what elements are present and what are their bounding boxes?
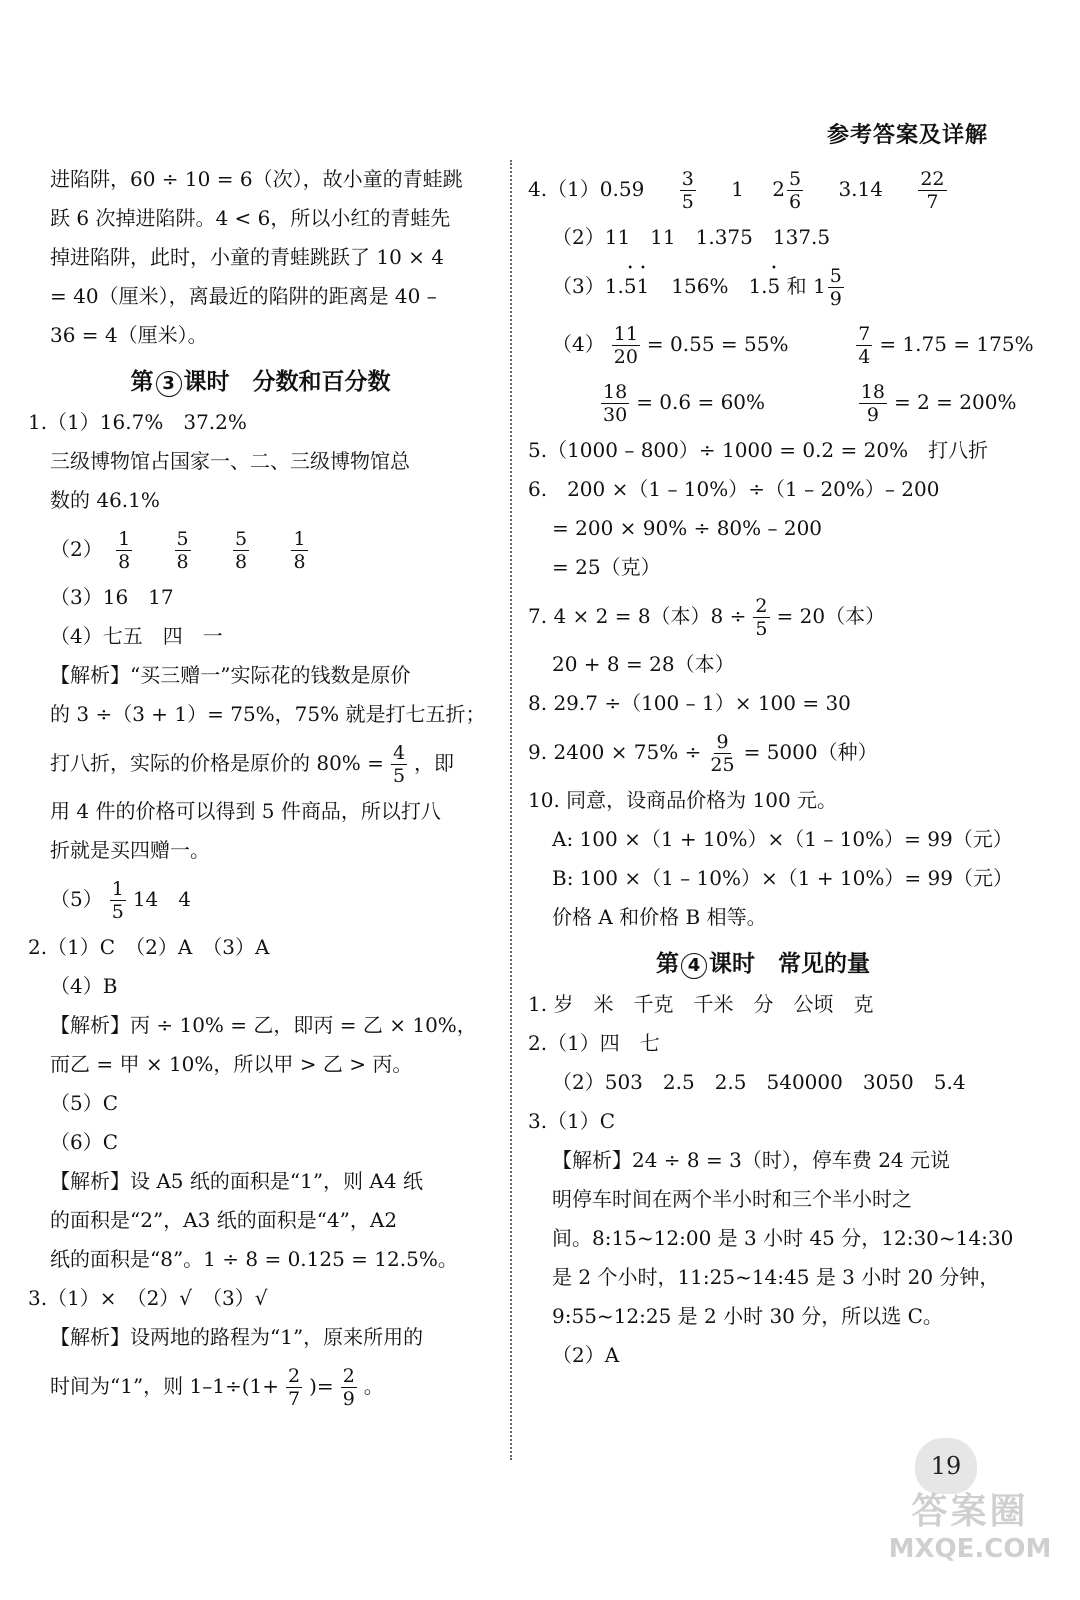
fraction: $\frac{3}{5}$: [681, 168, 694, 213]
answer-line: A: 100 ×（1 + 10%）×（1 – 10%）= 99（元）: [552, 827, 1013, 851]
explanation-line: 明停车时间在两个半小时和三个半小时之: [552, 1187, 912, 1211]
left-column: [28, 160, 493, 1415]
answer-line: 8. 29.7 ÷（100 – 1）× 100 = 30: [528, 691, 851, 715]
answer-line: （2）503 2.5 2.5 540000 3050 5.4: [552, 1070, 966, 1094]
fraction: $\frac{18}{9}$: [860, 381, 885, 426]
answer-line: 20 + 8 = 28（本）: [552, 652, 735, 676]
fraction: $\frac{4}{5}$: [392, 742, 406, 787]
fraction: $\frac{7}{4}$: [858, 323, 871, 368]
explanation-line: 纸的面积是“8”。1 ÷ 8 = 0.125 = 12.5%。: [50, 1247, 458, 1271]
answer-line: 价格 A 和价格 B 相等。: [552, 905, 767, 929]
fraction: $\frac{2}{5}$: [755, 595, 768, 640]
text-line: 进陷阱，60 ÷ 10 = 6（次），故小童的青蛙跳: [50, 167, 463, 191]
explanation-line: 而乙 = 甲 × 10%，所以甲 > 乙 > 丙。: [50, 1052, 413, 1076]
explanation-line: 用 4 件的价格可以得到 5 件商品，所以打八: [50, 799, 441, 823]
item-label: （2）: [50, 537, 103, 561]
answer-line: 2.（1）四 七: [528, 1031, 660, 1055]
answer-line: B: 100 ×（1 – 10%）×（1 + 10%）= 99（元）: [552, 866, 1013, 890]
fraction: $\frac{5}{8}$: [176, 528, 189, 573]
fraction: $\frac{18}{30}$: [603, 381, 628, 426]
explanation-line: 打八折，实际的价格是原价的 80% = $\frac{4}{5}$ ，即: [50, 742, 455, 787]
repeating-digit: • 5: [768, 257, 781, 315]
fraction: $\frac{2}{9}$: [342, 1365, 355, 1410]
repeating-digit: • 5: [624, 257, 637, 315]
answer-line: 9. 2400 × 75% ÷ $\frac{9}{25}$ = 5000（种）: [528, 731, 878, 776]
explanation-line: 的面积是“2”，A3 纸的面积是“4”，A2: [50, 1208, 398, 1232]
explanation-line: 【解析】24 ÷ 8 = 3（时），停车费 24 元说: [552, 1148, 951, 1172]
answer-line: = 200 × 90% ÷ 80% – 200: [552, 516, 823, 540]
explanation-line: 折就是买四赠一。: [50, 838, 210, 862]
answer-line: 2.（1）C （2）A （3）A: [28, 935, 270, 959]
section-title-lesson-3: [28, 363, 493, 397]
section-title-lesson-4: [528, 945, 998, 979]
answer-line: （3）16 17: [50, 585, 174, 609]
answer-line: （4）七五 四 一: [50, 624, 223, 648]
explanation-line: 是 2 个小时，11:25~14:45 是 3 小时 20 分钟，: [552, 1265, 1000, 1289]
explanation-line: 【解析】设两地的路程为“1”，原来所用的: [50, 1325, 424, 1349]
explanation-line: 的 3 ÷（3 + 1）= 75%，75% 就是打七五折；: [50, 702, 486, 726]
answer-line: （4）B: [50, 974, 118, 998]
fraction: $\frac{1}{5}$: [111, 878, 124, 923]
answer-line: 三级博物馆占国家一、二、三级博物馆总: [50, 449, 410, 473]
text-line: 掉进陷阱，此时，小童的青蛙跳跃了 10 × 4: [50, 245, 445, 269]
explanation-line: 9:55~12:25 是 2 小时 30 分，所以选 C。: [552, 1304, 943, 1328]
fraction: $\frac{22}{7}$: [920, 168, 945, 213]
fraction: $\frac{5}{6}$: [788, 168, 802, 213]
answer-line: 3.（1）× （2）√ （3）√: [28, 1286, 268, 1310]
answer-line: （6）C: [50, 1130, 119, 1154]
watermark-logo: 答案圈 MXQE.COM: [888, 1491, 1052, 1564]
answer-line: （5）C: [50, 1091, 119, 1115]
column-divider: [510, 160, 512, 1460]
answer-line: 5.（1000 – 800）÷ 1000 = 0.2 = 20% 打八折: [528, 438, 989, 462]
fraction: $\frac{1}{8}$: [293, 528, 306, 573]
fraction: $\frac{5}{9}$: [829, 265, 842, 310]
answer-line: （5） $\frac{1}{5}$ 14 4: [50, 878, 192, 923]
answer-line: （2）A: [552, 1343, 620, 1367]
answer-line: 6. 200 ×（1 – 10%）÷（1 – 20%）– 200: [528, 477, 940, 501]
fraction: $\frac{1}{8}$: [118, 528, 131, 573]
answer-line-fractions: [28, 520, 493, 578]
answer-line: （2）11 11 1.375 137.5: [552, 225, 831, 249]
answer-line: 7. 4 × 2 = 8（本）8 ÷ $\frac{2}{5}$ = 20（本）: [528, 595, 886, 640]
explanation-line: 【解析】“买三赠一”实际花的钱数是原价: [50, 663, 411, 687]
page-number: 19: [915, 1438, 977, 1494]
answer-line: 10. 同意，设商品价格为 100 元。: [528, 788, 838, 812]
explanation-line: 【解析】设 A5 纸的面积是“1”，则 A4 纸: [50, 1169, 423, 1193]
fraction: $\frac{9}{25}$: [710, 731, 735, 776]
section-prefix: 第: [130, 369, 154, 395]
fraction: $\frac{11}{20}$: [613, 323, 638, 368]
explanation-line: 时间为“1”，则 1–1÷(1+ $\frac{2}{7}$ )= $\frac{2}{9}$ 。: [50, 1365, 384, 1410]
fraction: $\frac{5}{8}$: [235, 528, 248, 573]
lesson-number-badge: 4: [681, 953, 707, 979]
answer-line: = 25（克）: [552, 555, 661, 579]
answer-line: $\frac{18}{30}$ = 0.6 = 60% $\frac{18}{9}$ = 2 = 200%: [603, 381, 1017, 426]
answer-line: 数的 46.1%: [50, 488, 160, 512]
answer-line: 4.（1）0.59 $\frac{3}{5}$ 1 2 $\frac{5}{6}$ 3.14 $\frac{22}{7}$: [528, 168, 945, 213]
section-name: 课时 常见的量: [709, 951, 870, 977]
fraction: $\frac{2}{7}$: [288, 1365, 301, 1410]
section-name: 课时 分数和百分数: [183, 369, 391, 395]
repeating-digit: • 1: [637, 257, 650, 315]
text-line: = 40（厘米），离最近的陷阱的距离是 40 –: [50, 284, 437, 308]
answer-line: 1. 岁 米 千克 千米 分 公顷 克: [528, 992, 874, 1016]
answer-line-repeating: （3）1.• 5• 1 156% 1.• 5 和 1 $\frac{5}{9}$: [528, 257, 998, 315]
text-line: 36 = 4（厘米）。: [50, 323, 208, 347]
explanation-line: 【解析】丙 ÷ 10% = 乙，即丙 = 乙 × 10%，: [50, 1013, 477, 1037]
section-prefix: 第: [656, 951, 679, 977]
answer-line: 1.（1）16.7% 37.2%: [28, 410, 247, 434]
page-header: 参考答案及详解: [826, 123, 988, 148]
explanation-line: 间。8:15~12:00 是 3 小时 45 分，12:30~14:30: [552, 1226, 1014, 1250]
answer-line: （4） $\frac{11}{20}$ = 0.55 = 55% $\frac{7}{4}$ = 1.75 = 175%: [552, 323, 1034, 368]
answer-line: 3.（1）C: [528, 1109, 616, 1133]
lesson-number-badge: 3: [156, 371, 182, 397]
text-line: 跃 6 次掉进陷阱。4 < 6，所以小红的青蛙先: [50, 206, 451, 230]
right-column: [528, 160, 1034, 1375]
